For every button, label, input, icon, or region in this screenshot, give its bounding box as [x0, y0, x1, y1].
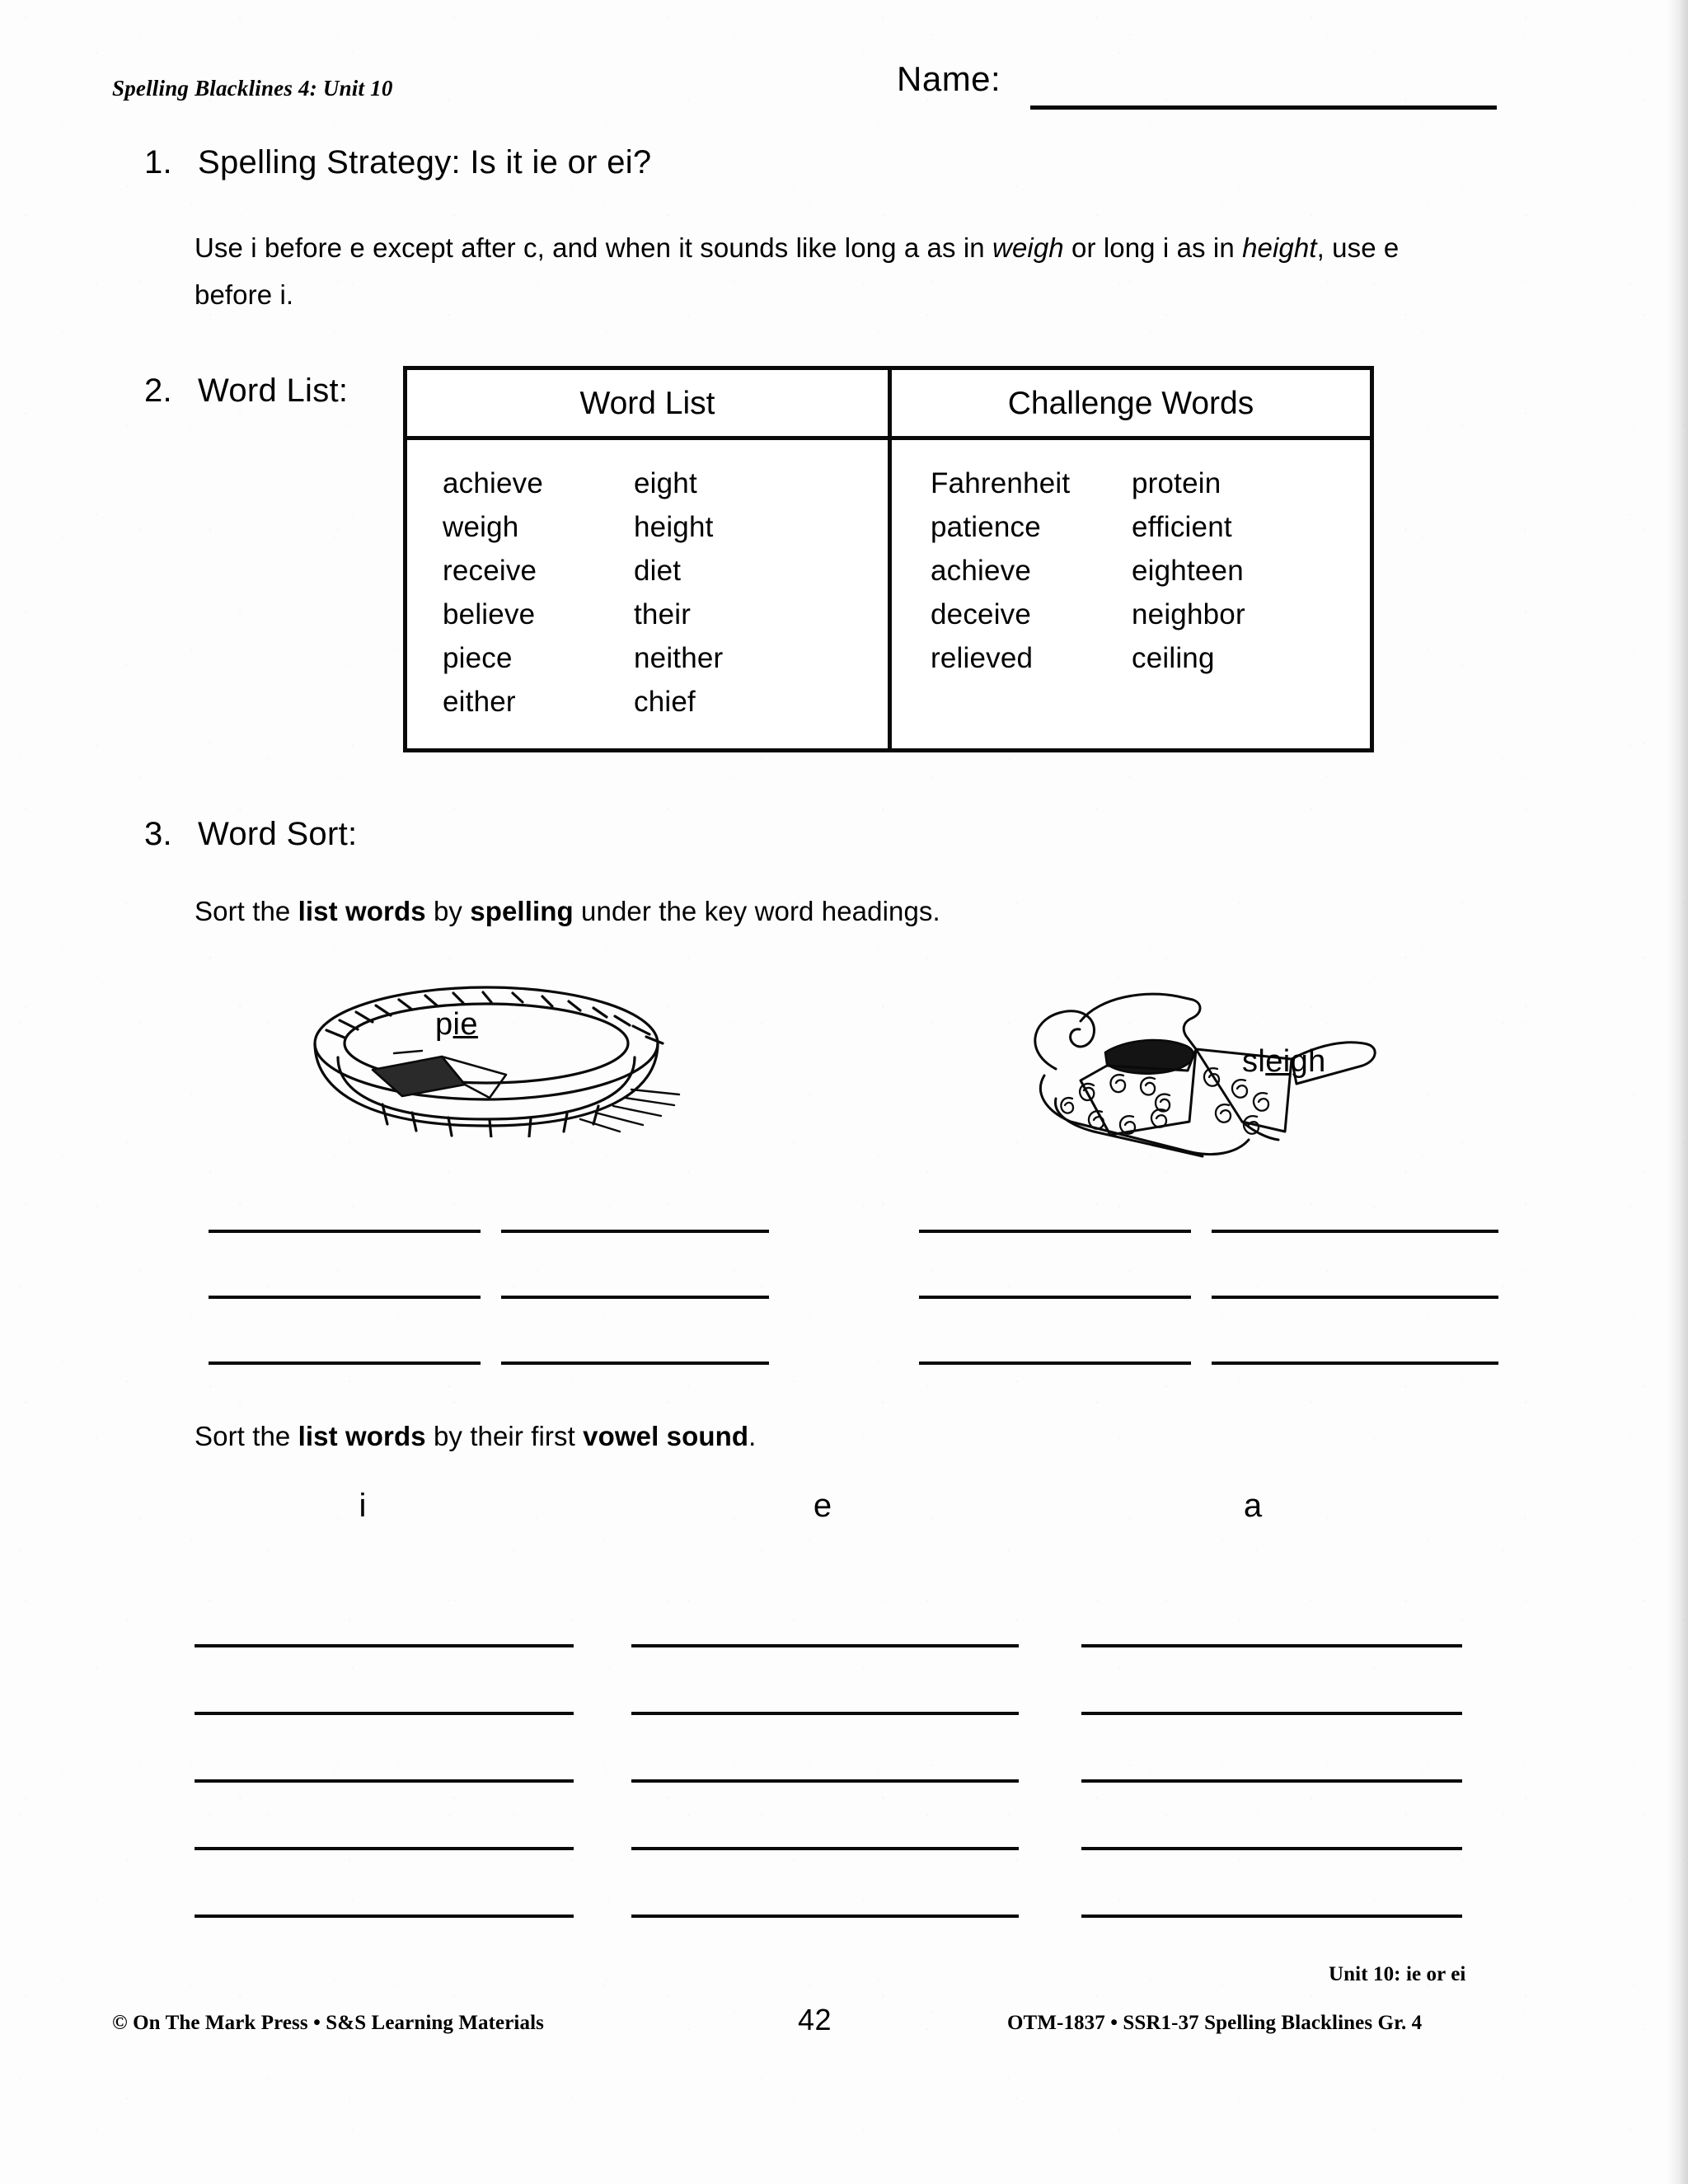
- word-list-item: chief: [634, 686, 696, 718]
- pie-label: [435, 1007, 478, 1043]
- name-input-line[interactable]: [1030, 105, 1497, 110]
- pie-label-underlined: ie: [452, 1007, 478, 1042]
- strategy-text-part3: , use e before i.: [195, 232, 1400, 310]
- spelling-sort-line[interactable]: [209, 1361, 481, 1365]
- vowel-sort-line[interactable]: [195, 1712, 574, 1715]
- vowel-sort-line[interactable]: [195, 1847, 574, 1850]
- instruction2-bold-vowel-sound: vowel sound: [583, 1421, 749, 1451]
- sleigh-label: [1242, 1044, 1326, 1080]
- challenge-word-item: ceiling: [1132, 642, 1215, 674]
- vowel-sort-line[interactable]: [631, 1644, 1019, 1647]
- word-list-item: either: [443, 686, 516, 718]
- challenge-word-item: eighteen: [1132, 555, 1244, 587]
- scan-edge-shadow: [1667, 0, 1688, 2184]
- vowel-sort-line[interactable]: [195, 1779, 574, 1783]
- word-sort-instruction-spelling: [195, 888, 1266, 935]
- footer-unit-note: Unit 10: ie or ei: [1329, 1963, 1466, 1985]
- section-1-title: Spelling Strategy: Is it ie or ei?: [198, 144, 652, 180]
- spelling-sort-line[interactable]: [919, 1296, 1191, 1299]
- instruction1-part1: Sort the: [195, 896, 298, 926]
- footer-page-number: 42: [798, 2003, 832, 2036]
- spelling-sort-line[interactable]: [1212, 1230, 1498, 1233]
- word-list-column-2: [634, 462, 799, 724]
- challenge-words-column-2: [1132, 462, 1313, 680]
- spelling-sort-line[interactable]: [919, 1230, 1191, 1233]
- name-field-label: Name:: [897, 59, 1001, 98]
- spelling-sort-line[interactable]: [501, 1230, 769, 1233]
- vowel-sort-line[interactable]: [631, 1712, 1019, 1715]
- spelling-sort-line[interactable]: [501, 1296, 769, 1299]
- challenge-words-cell: [892, 440, 1370, 748]
- word-list-item: their: [634, 598, 692, 630]
- spelling-sort-line[interactable]: [919, 1361, 1191, 1365]
- pie-dish-icon: [303, 972, 682, 1137]
- vowel-heading-i: i: [359, 1488, 367, 1524]
- section-3-number: 3.: [144, 816, 172, 852]
- pie-illustration: [303, 972, 682, 1137]
- word-list-item: piece: [443, 642, 513, 674]
- vowel-sort-line[interactable]: [195, 1915, 574, 1918]
- word-list-item: receive: [443, 555, 537, 587]
- instruction2-bold-list-words: list words: [298, 1421, 426, 1451]
- spelling-sort-line[interactable]: [1212, 1361, 1498, 1365]
- vowel-sort-line[interactable]: [195, 1644, 574, 1647]
- instruction2-part3: .: [748, 1421, 757, 1451]
- word-list-table-header-row: [407, 370, 1370, 440]
- challenge-words-header: Challenge Words: [892, 370, 1370, 440]
- challenge-words-column-1: [892, 462, 1132, 680]
- vowel-sort-line[interactable]: [1081, 1712, 1462, 1715]
- vowel-sort-line[interactable]: [1081, 1847, 1462, 1850]
- challenge-word-item: patience: [931, 511, 1041, 543]
- word-list-table-body-row: [407, 440, 1370, 748]
- vowel-sort-line[interactable]: [631, 1915, 1019, 1918]
- vowel-sort-line[interactable]: [1081, 1644, 1462, 1647]
- word-sort-instruction-vowel: [195, 1413, 1266, 1460]
- word-list-item: believe: [443, 598, 536, 630]
- instruction2-part2: by their first: [425, 1421, 584, 1451]
- spelling-sort-line[interactable]: [209, 1296, 481, 1299]
- challenge-word-item: deceive: [931, 598, 1032, 630]
- strategy-italic-height: height: [1242, 232, 1317, 263]
- instruction1-part2: by: [425, 896, 471, 926]
- strategy-text-part1: Use i before e except after c, and when it sounds like long a as in: [195, 232, 993, 263]
- vowel-sort-line[interactable]: [1081, 1779, 1462, 1783]
- word-list-header: Word List: [407, 370, 892, 440]
- instruction2-part1: Sort the: [195, 1421, 298, 1451]
- word-list-table: [403, 366, 1374, 752]
- challenge-word-item: efficient: [1132, 511, 1232, 543]
- vowel-sort-line[interactable]: [1081, 1915, 1462, 1918]
- word-list-item: achieve: [443, 467, 544, 499]
- vowel-sort-line[interactable]: [631, 1779, 1019, 1783]
- vowel-heading-a: a: [1243, 1488, 1263, 1524]
- instruction1-bold-spelling: spelling: [470, 896, 574, 926]
- spelling-sort-line[interactable]: [1212, 1296, 1498, 1299]
- sleigh-label-before: sl: [1242, 1044, 1266, 1079]
- spelling-strategy-text: [195, 224, 1480, 318]
- challenge-word-item: neighbor: [1132, 598, 1245, 630]
- section-1-number: 1.: [144, 144, 172, 180]
- word-list-item: height: [634, 511, 714, 543]
- vowel-heading-e: e: [813, 1488, 832, 1524]
- challenge-word-item: relieved: [931, 642, 1034, 674]
- sleigh-label-underlined: ei: [1265, 1044, 1291, 1079]
- strategy-italic-weigh: weigh: [992, 232, 1064, 263]
- section-2-label: Word List:: [198, 373, 349, 409]
- section-2-number: 2.: [144, 373, 172, 409]
- spelling-sort-line[interactable]: [209, 1230, 481, 1233]
- spelling-sort-line[interactable]: [501, 1361, 769, 1365]
- instruction1-part3: under the key word headings.: [573, 896, 940, 926]
- word-list-item: eight: [634, 467, 697, 499]
- sleigh-icon: [1001, 960, 1463, 1158]
- word-list-cell: [407, 440, 892, 748]
- word-list-item: weigh: [443, 511, 519, 543]
- word-list-item: neither: [634, 642, 724, 674]
- challenge-word-item: Fahrenheit: [931, 467, 1071, 499]
- footer-copyright: © On The Mark Press • S&S Learning Materials: [112, 2012, 544, 2034]
- section-3-label: Word Sort:: [198, 816, 358, 852]
- challenge-word-item: protein: [1132, 467, 1221, 499]
- strategy-text-part2: or long i as in: [1063, 232, 1243, 263]
- instruction1-bold-list-words: list words: [298, 896, 426, 926]
- worksheet-book-title: Spelling Blacklines 4: Unit 10: [112, 76, 393, 101]
- word-list-column-1: [407, 462, 634, 724]
- pie-label-before: p: [435, 1007, 453, 1042]
- sleigh-illustration: [1001, 960, 1463, 1158]
- challenge-word-item: achieve: [931, 555, 1032, 587]
- footer-product-code: OTM-1837 • SSR1-37 Spelling Blacklines Gr. 4: [1007, 2012, 1423, 2034]
- sleigh-label-after: gh: [1290, 1044, 1326, 1079]
- vowel-sort-line[interactable]: [631, 1847, 1019, 1850]
- word-list-item: diet: [634, 555, 682, 587]
